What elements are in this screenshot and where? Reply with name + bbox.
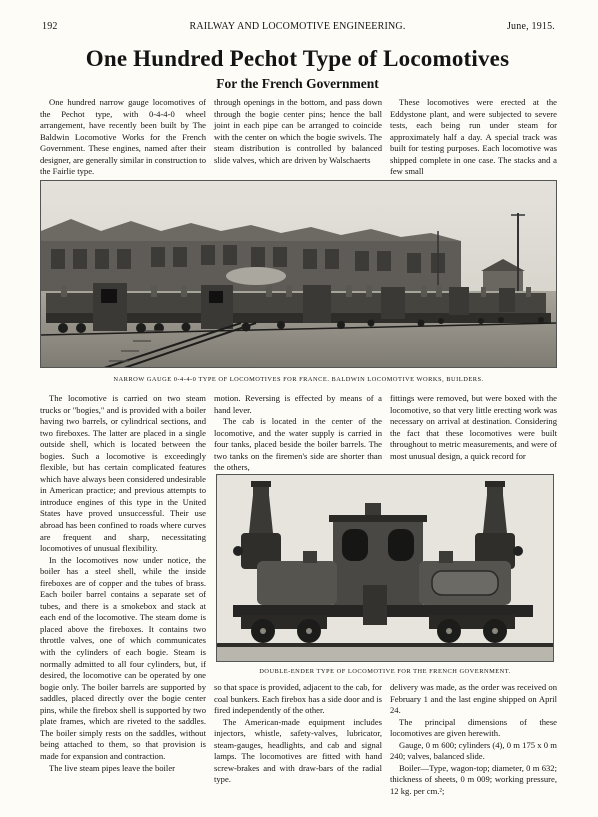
issue-date: June, 1915. (506, 21, 555, 32)
body-column-1 (40, 393, 206, 774)
paragraph: The cab is located in the center of the locomotive, and the water supply is carried in four tanks, placed beside the boiler barrels. The two tanks on the firemen's side are shorter than the others, (214, 416, 382, 473)
locomotive-row-photo (40, 180, 557, 368)
body-column-3-bottom (390, 682, 557, 797)
paragraph: The American-made equipment includes injectors, whistle, safety-valves, lubricator, steam-gauges, headlights, and cab and signal lamps. The locomotives are fitted with hand screw-brakes and with draw-bars of the radial type. (214, 716, 382, 785)
body-column-2-top (214, 393, 382, 474)
double-ender-photo (216, 474, 554, 662)
intro-column-3 (390, 97, 557, 178)
body-column-3-top (390, 393, 557, 462)
paragraph: The live steam pipes leave the boiler (49, 762, 175, 773)
publication-title: RAILWAY AND LOCOMOTIVE ENGINEERING. (189, 21, 406, 32)
paragraph: through openings in the bottom, and pass down through the bogie center pins; hence the ball joint in each pipe can be arranged to coincide with the center on which the bogie swivels. The steam distribution is controlled by balanced slide valves, which are driven by Walschaerts (214, 97, 382, 165)
paragraph: These locomotives were erected at the Eddystone plant, and were subjected to severe tests, each being run under steam for approximately half a day. A special track was built for testing purposes. Each locomotive was shipped complete in one case. The stacks and a few small (390, 97, 557, 177)
intro-column-1 (40, 97, 206, 178)
paragraph: The principal dimensions of these locomotives are given herewith. (390, 716, 557, 739)
paragraph: fittings were removed, but were boxed with the locomotive, so that very little erecting work was necessary on arrival at destination. Considering the fact that these locomotives were built throughout to metric measurements, and were of most unusual design, a quick record for (390, 393, 557, 461)
paragraph: One hundred narrow gauge locomotives of the Pechot type, with 0-4-4-0 wheel arrangement, have recently been built by The Baldwin Locomotive Works for the French Government. These engines, named after their designer, are generally similar in construction to the Fairlie type. (40, 97, 206, 177)
paragraph: The locomotive is carried on two steam trucks or "bogies," and is provided with a boiler having two barrels, or cylindrical sections, and two fireboxes. The latter are placed in a single outside shell, which is located between the bogies. Such a locomotive is exceedingly flexible, but has certain complicated features which have always been considered undesirable in American practice; and previous attempts to introduce engines of this type in the United States have proved unsuccessful. Their use abroad has been confined to roads where curves are frequent and sharp, necessitating locomotives of unusual flexibility. (40, 393, 206, 554)
paragraph: Boiler—Type, wagon-top; diameter, 0 m 632; thickness of sheets, 0 m 009; working pressure, 12 kg. per cm.²; (390, 762, 557, 796)
photo-2-caption: DOUBLE-ENDER TYPE OF LOCOMOTIVE FOR THE FRENCH GOVERNMENT. (259, 668, 511, 675)
photo-1-caption: NARROW GAUGE 0-4-4-0 TYPE OF LOCOMOTIVES FOR FRANCE. BALDWIN LOCOMOTIVE WORKS, BUILDERS. (113, 376, 484, 383)
article-title: One Hundred Pechot Type of Locomotives (85, 46, 510, 71)
page-number: 192 (42, 21, 58, 32)
locomotive-row-illustration (41, 181, 557, 368)
paragraph: so that space is provided, adjacent to the cab, for coal bunkers. Each firebox has a side door and is fired independently of the other. (214, 682, 383, 716)
article-subtitle: For the French Government (216, 76, 379, 91)
running-header (40, 21, 555, 35)
paragraph: motion. Reversing is effected by means of a hand lever. (214, 393, 382, 415)
paragraph: In the locomotives now under notice, the boiler has a steel shell, while the inside fireboxes are of copper and the tubes of brass. Each boiler barrel contains a separate set of tubes, and there is a smokebox and stack at each end of the locomotive. The steam dome is placed above the fireboxes. It contains two throttle valves, one of which communicates with the cylinders of each bogie. Steam is normally admitted to all four cylinders, but, if desired, the locomotive can be operated by one bogie only. The boiler barrels are supported by saddles, placed directly over the bogie center pins, while the firebox shell is supported by two plate frames, which are riveted to the saddles. The boiler simply rests on the saddles, without being attached to them, so that provision is made for expansion and contraction. (40, 554, 206, 761)
paragraph: delivery was made, as the order was received on February 1 and the last engine shipped on April 24. (390, 682, 557, 716)
intro-column-2 (214, 97, 382, 166)
double-ender-locomotive-illustration (217, 475, 554, 662)
body-column-2-bottom (214, 682, 382, 786)
paragraph: Gauge, 0 m 600; cylinders (4), 0 m 175 x 0 m 240; valves, balanced slide. (390, 739, 557, 762)
